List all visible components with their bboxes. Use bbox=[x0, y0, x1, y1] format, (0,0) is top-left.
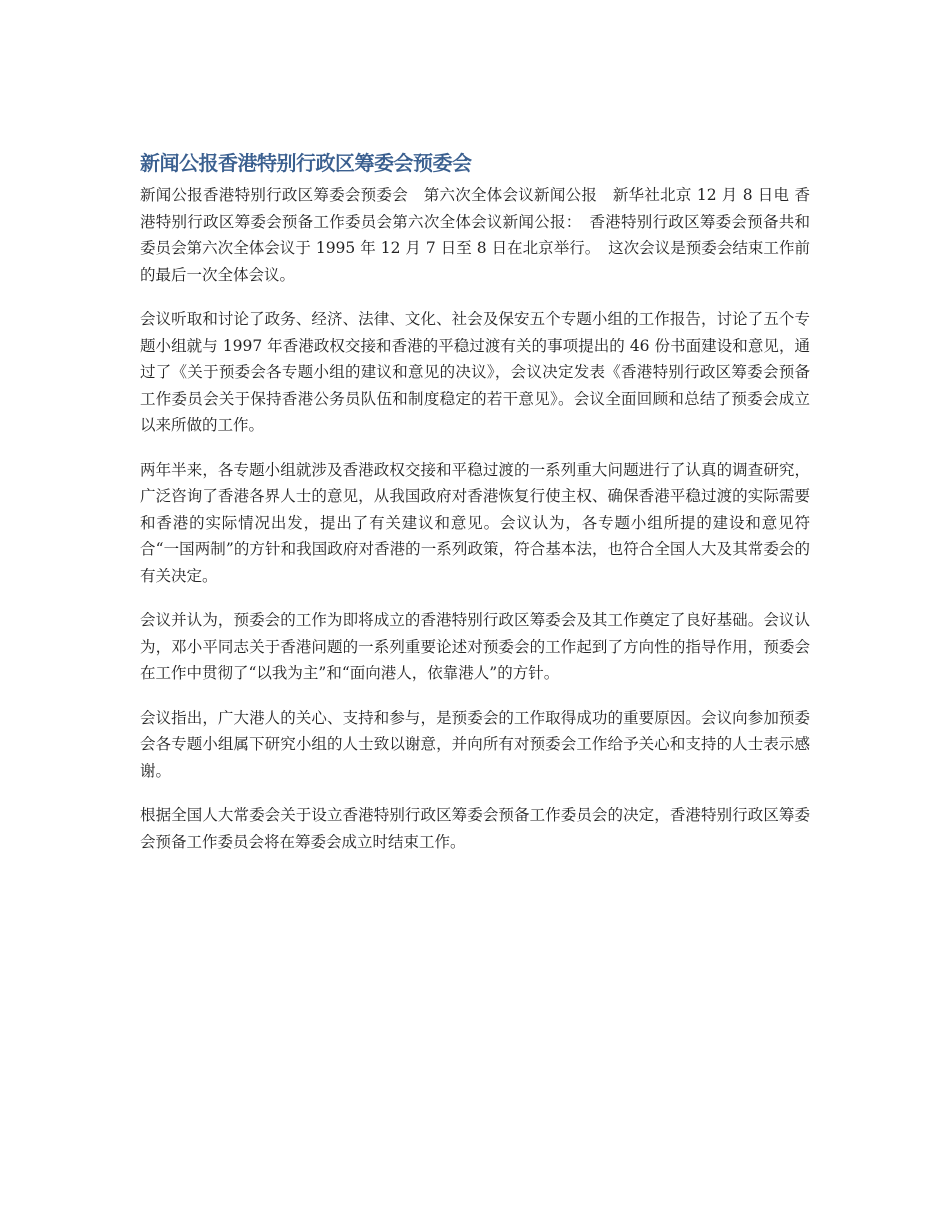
paragraph-3: 两年半来，各专题小组就涉及香港政权交接和平稳过渡的一系列重大问题进行了认真的调查研究，广泛咨询了香港各界人士的意见，从我国政府对香港恢复行使主权、确保香港平稳过渡的实际需要和香港的实际情况出发，提出了有关建议和意见。会议认为，各专题小组所提的建设和意见符合“一国两制”的方针和我国政府对香港的一系列政策，符合基本法，也符合全国人大及其常委会的有关决定。 bbox=[140, 460, 810, 585]
paragraph-2: 会议听取和讨论了政务、经济、法律、文化、社会及保安五个专题小组的工作报告，讨论了五个专题小组就与 1997 年香港政权交接和香港的平稳过渡有关的事项提出的 46 份书面建设和意见，通过了《关于预委会各专题小组的建议和意见的决议》，会议决定发表《香港特别行政区筹委会预备工作委员会关于保持香港公务员队伍和制度稳定的若干意见》。会议全面回顾和总结了预委会成立以来所做的工作。 bbox=[140, 310, 810, 434]
paragraph-4: 会议并认为，预委会的工作为即将成立的香港特别行政区筹委会及其工作奠定了良好基础。会议认为，邓小平同志关于香港问题的一系列重要论述对预委会的工作起到了方向性的指导作用，预委会在工作中贯彻了“以我为主”和“面向港人，依靠港人”的方针。 bbox=[140, 611, 810, 682]
document-page bbox=[140, 148, 810, 873]
document-title: 新闻公报香港特别行政区筹委会预委会 bbox=[140, 151, 472, 175]
paragraph-1: 新闻公报香港特别行政区筹委会预委会 第六次全体会议新闻公报 新华社北京 12 月 8 日电 香港特别行政区筹委会预备工作委员会第六次全体会议新闻公报： 香港特别行政区筹委会预备共和委员会第六次全体会议于 1995 年 12 月 7 日至 8 日在北京举行。 这次会议是预委会结束工作前的最后一次全体会议。 bbox=[140, 186, 810, 284]
paragraph-5: 会议指出，广大港人的关心、支持和参与，是预委会的工作取得成功的重要原因。会议向参加预委会各专题小组属下研究小组的人士致以谢意，并向所有对预委会工作给予关心和支持的人士表示感谢。 bbox=[140, 708, 810, 780]
paragraph-6: 根据全国人大常委会关于设立香港特别行政区筹委会预备工作委员会的决定，香港特别行政区筹委会预备工作委员会将在筹委会成立时结束工作。 bbox=[140, 806, 810, 851]
